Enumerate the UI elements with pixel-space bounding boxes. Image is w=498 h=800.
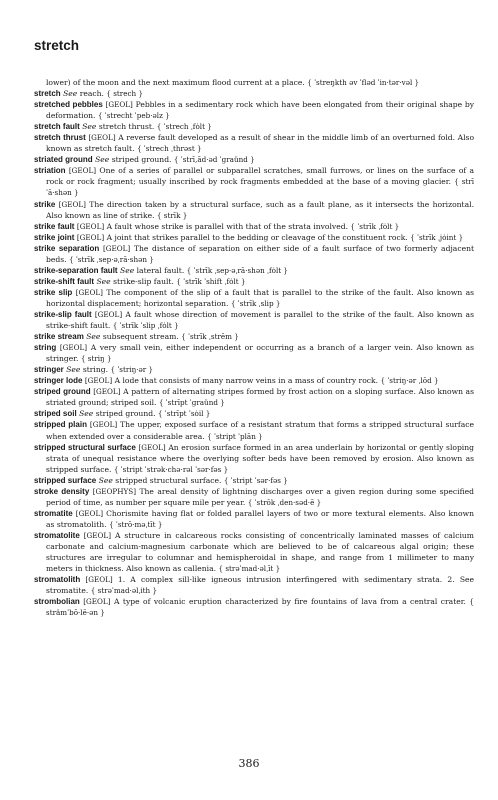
entry-pronunciation: { ˈstrīk ˌstrēm } <box>181 332 239 341</box>
dictionary-entries <box>34 77 474 618</box>
entry-pronunciation: { ˈstrī‚ād·əd ˈgraünd } <box>174 155 255 164</box>
entry-definition: The areal density of lightning discharges over a given region during some specified period of time, as number per square mile per year. <box>46 486 475 507</box>
dictionary-entry <box>34 221 474 232</box>
entry-headword: stretched pebbles <box>34 100 103 110</box>
dictionary-entry <box>34 508 474 530</box>
entry-headword: stringer lode <box>34 376 83 386</box>
entry-pronunciation: { ˈstrīk ˌjȯint } <box>410 233 463 242</box>
entry-definition: lower) of the moon and the next maximum flood current at a place. <box>46 78 305 87</box>
entry-headword: string <box>34 343 57 353</box>
entry-definition: A reverse fault developed as a result of shear in the middle limb of an overturned fold. Also known as stretch fault. <box>46 133 475 154</box>
entry-definition: stripped structural surface. <box>115 475 222 485</box>
entry-headword: strike-shift fault <box>34 276 95 286</box>
entry-subject-label: [GEOL] <box>75 508 104 518</box>
entry-pronunciation: { striŋ } <box>81 354 112 363</box>
entry-pronunciation: { ˈstrīk ˌsep·əˌrā·shən ˌfȯlt } <box>187 266 288 275</box>
entry-pronunciation: { ˈstript ˈsər·fəs } <box>224 476 288 485</box>
entry-definition: An erosion surface formed in an area underlain by horizontal or gently sloping strata of unequal resistance where the overlying softer beds have been removed by erosion. Also known as stripped surface. <box>46 442 474 474</box>
entry-subject-label: [GEOL] <box>75 287 103 297</box>
entry-headword: strike fault <box>34 221 75 231</box>
dictionary-entry <box>34 77 474 88</box>
entry-pronunciation: { ˈstriŋ·ər ˌlōd } <box>380 376 438 385</box>
entry-definition: stretch thrust. <box>98 122 155 132</box>
entry-subject-label: [GEOL] <box>105 100 133 110</box>
entry-subject-label: [GEOL] <box>58 199 86 209</box>
entry-definition: The direction taken by a structural surface, such as a fault plane, as it intersects the horizontal. Also known as line of strike. <box>46 199 474 220</box>
entry-definition: striped ground. <box>95 409 156 419</box>
dictionary-entry <box>34 132 474 154</box>
entry-subject-label: [GEOL] <box>68 166 97 176</box>
entry-headword: stroke density <box>34 486 90 496</box>
entry-pronunciation: { ˈstrīk ˈslip ˌfȯlt } <box>113 321 179 330</box>
entry-subject-label: [GEOPHYS] <box>92 486 136 496</box>
entry-headword: stretch fault <box>34 122 80 132</box>
dictionary-entry <box>34 276 474 287</box>
entry-subject-label: [GEOL] <box>83 530 112 540</box>
entry-pronunciation: { ˈstriŋ·ər } <box>110 365 153 374</box>
entry-headword: stripped surface <box>34 475 97 485</box>
dictionary-entry <box>34 574 474 596</box>
entry-headword: striation <box>34 166 66 176</box>
dictionary-entry <box>34 442 474 475</box>
entry-pronunciation: { ˈstrīk ˌslip } <box>231 299 281 308</box>
entry-definition: A fault whose strike is parallel with that of the strata involved. <box>106 221 348 231</box>
entry-pronunciation: { strämˈbō·lē·ən } <box>46 597 474 617</box>
entry-pronunciation: { strīk } <box>157 211 187 220</box>
dictionary-entry <box>34 165 474 198</box>
running-head-title: stretch <box>34 38 80 53</box>
entry-pronunciation: { strīˈā·shən } <box>46 177 474 197</box>
entry-definition: One of a series of parallel or subparallel scratches, small furrows, or lines on the surface of a rock or rock fragment; usually inscribed by rock fragments embedded at the base of a moving glacier. <box>46 166 474 187</box>
entry-definition: 1. A complex sill-like igneous intrusion interfingered with sedimentary strata. 2. See stromatite. <box>46 575 475 596</box>
dictionary-entry <box>34 530 474 574</box>
entry-pronunciation: { ˈstrech ˌthrəst } <box>137 144 202 153</box>
entry-pronunciation: { ˈstrecht ˈpeb·əlz } <box>98 111 170 120</box>
entry-subject-label: [GEOL] <box>93 387 121 397</box>
dictionary-entry <box>34 287 474 309</box>
entry-definition: The component of the slip of a fault that is parallel to the strike of the fault. Also known as horizontal displacement; horizontal separation. <box>46 287 475 308</box>
entry-headword: stripped plain <box>34 420 87 430</box>
entry-headword: strike slip <box>34 287 73 297</box>
entry-subject-label: [GEOL] <box>84 376 113 386</box>
entry-headword: stromatolith <box>34 575 81 585</box>
dictionary-entry <box>34 88 474 99</box>
entry-headword: strike stream <box>34 332 84 342</box>
entry-headword: striped ground <box>34 387 91 397</box>
entry-pronunciation: { strəˈmad·əlˌīt } <box>218 564 280 573</box>
entry-pronunciation: { ˈstrīk ˌsep·əˌrā·shən } <box>69 255 154 264</box>
entry-headword: strike separation <box>34 243 100 253</box>
entry-pronunciation: { ˈstrō·məˌtīt } <box>109 520 162 529</box>
dictionary-entry <box>34 331 474 342</box>
entry-headword: stretch thrust <box>34 133 86 143</box>
entry-subject-label: [GEOL] <box>83 597 111 607</box>
dictionary-entry <box>34 265 474 276</box>
entry-see-reference: See <box>120 265 135 275</box>
dictionary-entry <box>34 408 474 419</box>
entry-headword: stromatite <box>34 508 73 518</box>
entry-headword: stromatolite <box>34 530 80 540</box>
dictionary-entry <box>34 475 474 486</box>
entry-headword: stripped structural surface <box>34 442 136 452</box>
entry-see-reference: See <box>79 409 94 419</box>
entry-definition: Pebbles in a sedimentary rock which have been elongated from their original shape by deformation. <box>46 100 475 121</box>
dictionary-entry <box>34 364 474 375</box>
entry-headword: striated ground <box>34 155 93 165</box>
dictionary-entry <box>34 596 474 618</box>
entry-definition: A very small vein, either independent or occurring as a branch of a larger vein. Also known as stringer. <box>46 343 474 364</box>
dictionary-entry <box>34 309 474 331</box>
entry-subject-label: [GEOL] <box>94 309 123 319</box>
entry-definition: string. <box>82 365 109 375</box>
entry-see-reference: See <box>98 475 113 485</box>
entry-headword: stretch <box>34 89 61 99</box>
dictionary-entry <box>34 486 474 508</box>
entry-subject-label: [GEOL] <box>88 133 116 143</box>
dictionary-entry <box>34 419 474 441</box>
entry-pronunciation: { ˈstrīpt ˈgraünd } <box>159 398 225 407</box>
entry-see-reference: See <box>95 155 110 165</box>
dictionary-entry <box>34 243 474 265</box>
page-number: 386 <box>238 757 260 770</box>
entry-headword: strike-separation fault <box>34 265 118 275</box>
entry-headword: strombolian <box>34 597 80 607</box>
entry-definition: subsequent stream. <box>102 332 179 342</box>
dictionary-entry <box>34 121 474 132</box>
entry-definition: The distance of separation on either side of a fault surface of two formerly adjacent beds. <box>46 243 475 264</box>
entry-subject-label: [GEOL] <box>138 442 166 452</box>
entry-see-reference: See <box>63 89 78 99</box>
entry-pronunciation: { ˈstrech ˌfȯlt } <box>157 122 212 131</box>
entry-definition: reach. <box>79 89 104 99</box>
entry-headword: strike joint <box>34 232 75 242</box>
entry-pronunciation: { ˈstrīpt ˈsȯil } <box>158 409 210 418</box>
entry-headword: strike <box>34 199 56 209</box>
entry-subject-label: [GEOL] <box>76 221 105 231</box>
entry-definition: A type of volcanic eruption characterized by fire fountains of lava from a central crater. <box>113 597 466 607</box>
entry-pronunciation: { ˈstrīk ˈshift ˌfȯlt } <box>176 277 245 286</box>
entry-definition: A structure in calcareous rocks consisting of concentrically laminated masses of calcium carbonate and calcium-magnesium carbonate which are believed to be of calcareous algal origin; these structures are irregular to columnar and hemispheroidal in shape, and range from 1 millimeter to many meters in thickness. Also known as callenia. <box>46 530 475 574</box>
dictionary-entry <box>34 232 474 243</box>
entry-see-reference: See <box>82 122 97 132</box>
entry-definition: The upper, exposed surface of a resistant stratum that forms a stripped structural surface when extended over a considerable area. <box>46 420 474 441</box>
entry-headword: striped soil <box>34 409 77 419</box>
entry-headword: strike-slip fault <box>34 309 92 319</box>
entry-pronunciation: { ˈstrīk ˌfȯlt } <box>350 222 399 231</box>
entry-definition: lateral fault. <box>136 265 185 275</box>
entry-see-reference: See <box>66 365 81 375</box>
dictionary-entry <box>34 99 474 121</box>
dictionary-entry <box>34 375 474 386</box>
entry-pronunciation: { ˈstrōk ˌden·səd·ē } <box>248 498 322 507</box>
entry-definition: strike-slip fault. <box>113 276 174 286</box>
entry-subject-label: [GEOL] <box>59 343 88 353</box>
entry-subject-label: [GEOL] <box>89 420 118 430</box>
entry-see-reference: See <box>96 276 111 286</box>
entry-definition: striped ground. <box>111 155 172 165</box>
entry-subject-label: [GEOL] <box>76 232 105 242</box>
entry-definition: A pattern of alternating stripes formed by frost action on a sloping surface. Also known as striated ground; striped soil. <box>46 387 474 408</box>
dictionary-entry <box>34 154 474 165</box>
entry-headword: stringer <box>34 365 64 375</box>
entry-definition: Chorismite having flat or folded parallel layers of two or more textural elements. Also known as stromatolith. <box>46 508 474 529</box>
entry-see-reference: See <box>86 332 101 342</box>
dictionary-entry <box>34 386 474 408</box>
entry-pronunciation: { ˈstript ˈplān } <box>207 432 263 441</box>
entry-definition: A joint that strikes parallel to the bedding or cleavage of the constituent rock. <box>106 232 408 242</box>
dictionary-entry <box>34 342 474 364</box>
entry-subject-label: [GEOL] <box>102 243 131 253</box>
entry-definition: A fault whose direction of movement is parallel to the strike of the fault. Also known as strike-shift fault. <box>46 309 474 331</box>
entry-definition: A lode that consists of many narrow veins in a mass of country rock. <box>114 376 379 386</box>
entry-pronunciation: { ˈstreŋkth əv ˈfləd ˈin·tər·vəl } <box>307 78 419 87</box>
entry-subject-label: [GEOL] <box>85 575 113 585</box>
entry-pronunciation: { ˈstript ˈstrək·chə·rəl ˈsər·fəs } <box>114 465 228 474</box>
entry-pronunciation: { strech } <box>106 89 143 98</box>
dictionary-entry <box>34 199 474 221</box>
entry-pronunciation: { strəˈmad·əlˌith } <box>91 586 157 595</box>
